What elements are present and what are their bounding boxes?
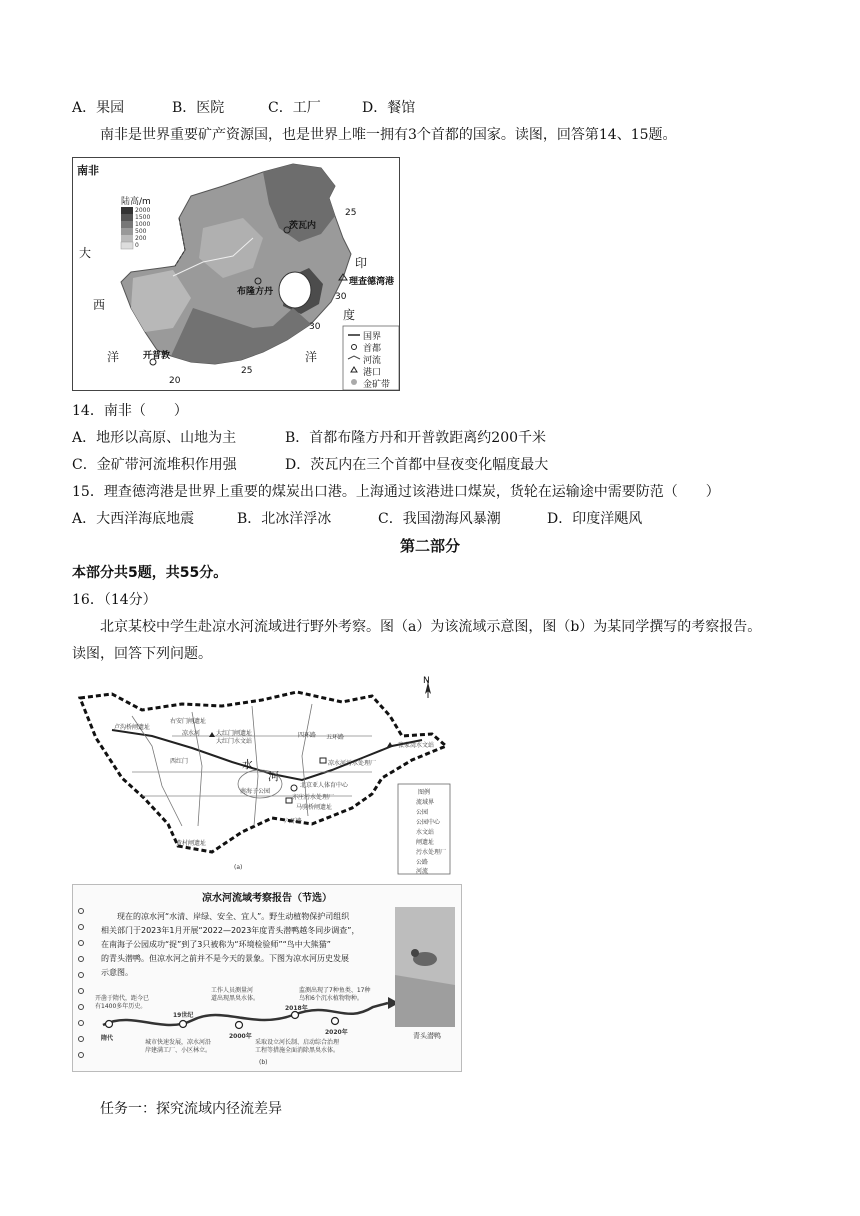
report-para-1: 现在的凉水河“水清、岸绿、安全、宜人”。野生动植物保护司组织 [101, 912, 350, 921]
coord-25: 25 [241, 366, 253, 376]
city-capetown: 开普敦 [143, 351, 171, 361]
map-label-sports-center: 北京亚人体育中心 [300, 782, 349, 789]
map-label-liangshui: 凉水河 [182, 730, 201, 737]
city-pretoria: 茨瓦内 [289, 221, 317, 231]
ocean-left-2: 西 [93, 298, 106, 312]
report-caption: (b) [259, 1059, 268, 1066]
report-top-2b: 道出现黑臭水体。 [211, 995, 260, 1002]
q13-options [72, 98, 415, 118]
q14-option-b: B．首都布隆方丹和开普敦距离约200千米 [285, 430, 547, 446]
map-label-ring6: 六环路 [284, 818, 303, 825]
report-top-2a: 工作人员测量河 [211, 987, 254, 994]
coord-20: 20 [169, 376, 181, 386]
elev-500: 500 [135, 228, 147, 235]
map-label-dahongmen-station: 大红门水文站 [216, 738, 253, 745]
coord-25-top: 25 [345, 208, 357, 218]
q15-options [72, 509, 642, 529]
map-label-nanhaizi: 南海子公园 [240, 788, 271, 795]
ocean-left-3: 洋 [107, 350, 120, 364]
ocean-right-2: 度 [343, 308, 356, 322]
map-label-dahongmen: 大红门闸遗址 [216, 730, 253, 737]
map-a-legend-7: 河流 [416, 868, 429, 875]
q15-option-b: B．北冰洋浮冰 [237, 511, 332, 527]
map-label-xihongmen: 西红门 [170, 758, 189, 765]
river-char-2: 河 [268, 770, 279, 783]
part2-subtitle: 本部分共5题，共55分。 [72, 565, 228, 581]
report-title: 凉水河流域考察报告（节选） [202, 893, 332, 904]
map-label-zhangjiawan: 张家湾水文站 [398, 742, 435, 749]
q16-number: 16．（14分） [72, 592, 157, 608]
map-a-legend-1: 公园 [416, 809, 429, 816]
q13-option-b: B．医院 [172, 100, 225, 116]
report-top-3a: 监测出现了7种鱼类、17种 [299, 987, 371, 994]
q16-intro-1: 北京某校中学生赴凉水河流域进行野外考察。图（a）为该流域示意图，图（b）为某同学撰写的考察报告。 [100, 619, 762, 635]
map-a-legend-5: 污水处理厂 [416, 849, 447, 856]
report-para-3: 在南海子公园成功“捉”到了3只被称为“环境检验师”“鸟中大熊猫” [101, 940, 331, 949]
report-top-1a: 开凿于隋代，距今已 [95, 995, 150, 1002]
report-para-2: 相关部门于2023年1月开展“2022—2023年度青头潜鸭越冬同步调查”， [101, 926, 360, 935]
map-label-youanmen: 右安门闸遗址 [170, 718, 207, 725]
river-char-1: 水 [242, 758, 253, 771]
field-report [72, 884, 462, 1072]
elev-2000: 2000 [135, 207, 151, 214]
legend-capital: 首都 [363, 344, 382, 354]
coord-30: 30 [335, 292, 347, 302]
city-bloemfontein: 布隆方丹 [237, 287, 274, 297]
elev-1500: 1500 [135, 214, 151, 221]
q14-stem: 14．南非（ ） [72, 403, 188, 419]
report-bottom-2b: 工程等措施全面消除黑臭水体。 [255, 1047, 340, 1054]
q14-option-c: C．金矿带河流堆积作用强 [72, 457, 237, 473]
legend-port: 港口 [363, 368, 382, 378]
legend-gold-belt: 金矿带 [363, 380, 391, 390]
map-a-legend-0: 流域界 [416, 799, 435, 806]
coord-30-right: 30 [309, 322, 321, 332]
q15-stem: 15．理查德湾港是世界上重要的煤炭出口港。上海通过该港进口煤炭，货轮在运输途中需要防范（ ） [72, 484, 720, 500]
south-africa-map [72, 157, 400, 391]
report-bottom-1b: 岸建满工厂、小区林立。 [145, 1047, 212, 1054]
timeline-node-19c: 19世纪 [173, 1012, 194, 1019]
q15-option-a: A．大西洋海底地震 [72, 511, 195, 527]
map-a-caption: (a) [234, 864, 243, 871]
map-label-ring5: 五环路 [326, 734, 345, 741]
timeline-node-2000: 2000年 [229, 1033, 252, 1040]
q14-option-d: D．茨瓦内在三个首都中昼夜变化幅度最大 [285, 457, 549, 473]
report-para-5: 示意图。 [101, 968, 133, 977]
report-top-3b: 鸟和6个沉水植物物种。 [299, 995, 363, 1002]
port-richards-bay: 理查德湾港 [349, 277, 395, 287]
map-label-lugouqiao: 卢沟桥闸遗址 [114, 724, 151, 731]
map-a-legend-2: 公园中心 [416, 819, 441, 826]
q15-option-d: D．印度洋飓风 [547, 511, 643, 527]
report-para-4: 的青头潜鸭。但凉水河之前并不是今天的景象。下图为凉水河历史发展 [101, 954, 349, 963]
map-label-wwtp: 凉水河污水处理厂 [328, 760, 377, 767]
liangshui-map-graphic [72, 676, 452, 876]
q13-option-a: A．果园 [72, 100, 125, 116]
legend-border: 国界 [363, 332, 382, 342]
map-a-legend-title: 图例 [418, 789, 431, 796]
task1-heading: 任务一：探究流域内径流差异 [100, 1101, 282, 1117]
part2-title: 第二部分 [399, 537, 460, 555]
ocean-right-3: 洋 [305, 350, 318, 364]
q15-option-c: C．我国渤海风暴潮 [378, 511, 501, 527]
elev-200: 200 [135, 235, 147, 242]
map-sa-title: 南非 [77, 164, 99, 177]
q14-cd [72, 455, 548, 475]
map-label-huangcun: 黄村闸遗址 [176, 840, 207, 847]
map-label-ring4: 四环路 [298, 732, 317, 739]
elev-1000: 1000 [135, 221, 151, 228]
map-label-yizhuang: 亦庄污水处理厂 [292, 794, 335, 801]
ocean-right-1: 印 [355, 256, 368, 270]
north-label: N [423, 676, 430, 686]
elev-0: 0 [135, 242, 139, 249]
intro-south-africa: 南非是世界重要矿产资源国，也是世界上唯一拥有3个首都的国家。读图，回答第14、15题。 [100, 127, 677, 143]
timeline-node-2020: 2020年 [325, 1029, 348, 1036]
map-sa-legend-title: 陆高/m [121, 197, 151, 207]
map-a-legend-6: 公路 [416, 859, 429, 866]
timeline-node-sui: 隋代 [101, 1035, 114, 1042]
q14-ab [72, 428, 546, 448]
q13-option-c: C．工厂 [268, 100, 321, 116]
timeline-node-2018: 2018年 [285, 1005, 308, 1012]
report-photo-caption: 青头潜鸭 [413, 1032, 441, 1040]
ocean-left-1: 大 [79, 246, 92, 260]
q16-intro-2: 读图，回答下列问题。 [72, 646, 212, 662]
map-label-majuqiao: 马驹桥闸遗址 [296, 804, 333, 811]
map-a-legend-4: 闸遗址 [416, 839, 435, 846]
liangshui-river-map [72, 676, 452, 876]
report-bottom-2a: 采取设立河长制、启动综合治理 [255, 1039, 340, 1046]
q14-option-a: A．地形以高原、山地为主 [72, 430, 237, 446]
report-bottom-1a: 城市快速发展，凉水河沿 [145, 1039, 212, 1046]
map-a-legend-3: 水文站 [416, 829, 435, 836]
legend-river: 河流 [363, 356, 382, 366]
q13-option-d: D．餐馆 [362, 100, 416, 116]
report-top-1b: 有1400多年历史。 [95, 1003, 147, 1010]
